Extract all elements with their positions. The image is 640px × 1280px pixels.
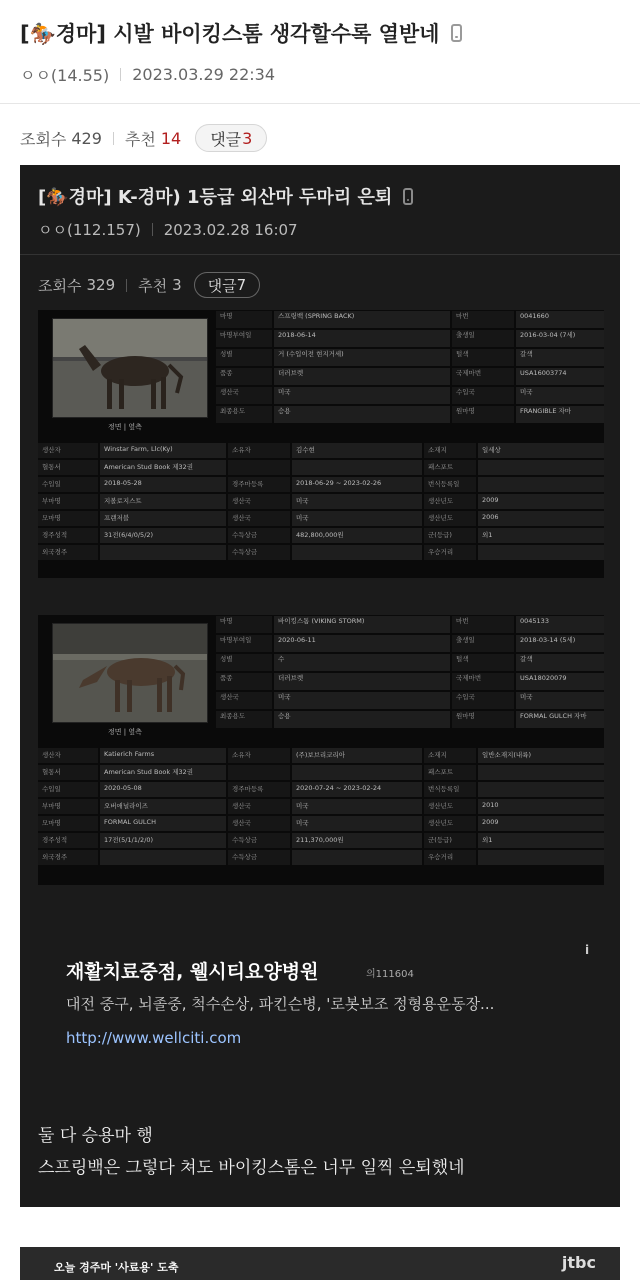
detail-label: 외국경주 xyxy=(38,545,98,560)
comments-label: 댓글 xyxy=(210,129,242,149)
detail-label: 외국경주 xyxy=(38,850,98,865)
post-author[interactable]: ㅇㅇ(14.55) xyxy=(20,66,110,85)
info-label: 생산국 xyxy=(216,692,272,709)
info-row xyxy=(216,367,604,386)
detail-value: 지볼로지스트 xyxy=(100,494,226,509)
detail-label: 소재지 xyxy=(424,748,476,763)
post-body-line: 스프링백은 그렇다 쳐도 바이킹스톰은 너무 일찍 은퇴했네 xyxy=(38,1158,465,1178)
detail-value xyxy=(478,477,604,492)
info-label: 털색 xyxy=(452,349,514,366)
detail-value xyxy=(478,782,604,797)
detail-row xyxy=(38,544,604,561)
detail-row xyxy=(38,747,604,764)
detail-row xyxy=(38,849,604,866)
photo-caption: 정면 | 옆측 xyxy=(108,728,142,736)
detail-label: 생산년도 xyxy=(424,816,476,831)
info-value: 승용 xyxy=(274,711,450,728)
next-embedded-image xyxy=(20,1247,620,1280)
detail-label: 군(등급) xyxy=(424,528,476,543)
detail-value: 김수현 xyxy=(292,443,422,458)
info-label: 털색 xyxy=(452,654,514,671)
likes-label: 추천 xyxy=(124,129,156,149)
post-meta xyxy=(20,63,275,86)
info-row xyxy=(216,710,604,729)
detail-label: 생산자 xyxy=(38,443,98,458)
detail-label xyxy=(228,460,290,475)
info-row xyxy=(216,386,604,405)
detail-row xyxy=(38,476,604,493)
horse-photo xyxy=(52,623,208,723)
info-label: 품종 xyxy=(216,673,272,690)
detail-row xyxy=(38,832,604,849)
inner-views-label: 조회수 xyxy=(38,276,82,295)
info-label: 마명부여일 xyxy=(216,635,272,652)
detail-value: 외1 xyxy=(478,833,604,848)
views-label: 조회수 xyxy=(20,129,67,149)
detail-value: 오버애널라이즈 xyxy=(100,799,226,814)
post-title xyxy=(20,18,462,48)
info-value: 거 (수입이전 현지거세) xyxy=(274,349,450,366)
info-label: 최종용도 xyxy=(216,711,272,728)
detail-label: 경주성적 xyxy=(38,528,98,543)
info-label: 최종용도 xyxy=(216,406,272,423)
info-value: 수 xyxy=(274,654,450,671)
info-label: 국제마번 xyxy=(452,673,514,690)
horse-photo-illustration xyxy=(53,319,208,418)
post-datetime: 2023.03.29 22:34 xyxy=(132,65,276,84)
detail-value: American Stud Book 제32권 xyxy=(100,460,226,475)
comments-count: 3 xyxy=(242,128,253,148)
info-value: 0041660 xyxy=(516,311,604,328)
stats-divider xyxy=(126,279,127,292)
inner-post-title-text: [🏇경마] K-경마) 1등급 외산마 두마리 은퇴 xyxy=(38,187,393,208)
detail-row xyxy=(38,781,604,798)
detail-value: FORMAL GULCH xyxy=(100,816,226,831)
info-value: 갈색 xyxy=(516,349,604,366)
detail-value: (주)보브리코리아 xyxy=(292,748,422,763)
detail-row xyxy=(38,459,604,476)
detail-label: 수득상금 xyxy=(228,528,290,543)
detail-label: 패스포트 xyxy=(424,460,476,475)
info-row xyxy=(216,405,604,424)
info-row xyxy=(216,653,604,672)
inner-post-title xyxy=(38,183,413,209)
meta-divider xyxy=(120,68,121,81)
detail-value xyxy=(100,850,226,865)
detail-value: 일반소재지(내륙) xyxy=(478,748,604,763)
detail-value xyxy=(292,460,422,475)
info-value: 승용 xyxy=(274,406,450,423)
inner-post-stats xyxy=(38,272,260,298)
inner-divider xyxy=(20,254,620,255)
info-value: 2020-06-11 xyxy=(274,635,450,652)
detail-value: 2020-05-08 xyxy=(100,782,226,797)
detail-value: 31전(6/4/0/5/2) xyxy=(100,528,226,543)
detail-label: 생산국 xyxy=(228,494,290,509)
detail-value: 2009 xyxy=(478,816,604,831)
detail-row xyxy=(38,798,604,815)
detail-row xyxy=(38,527,604,544)
mobile-phone-icon xyxy=(451,24,462,42)
post-stats xyxy=(20,123,267,153)
info-row xyxy=(216,348,604,367)
detail-row xyxy=(38,442,604,459)
horse-photo-illustration xyxy=(53,624,208,723)
meta-divider xyxy=(152,223,153,236)
info-label: 마명 xyxy=(216,311,272,328)
detail-value: 일세상 xyxy=(478,443,604,458)
detail-value xyxy=(292,765,422,780)
info-label: 품종 xyxy=(216,368,272,385)
info-label: 마번 xyxy=(452,616,514,633)
info-label: 수입국 xyxy=(452,387,514,404)
detail-value: 프랜저블 xyxy=(100,511,226,526)
detail-label: 생산국 xyxy=(228,816,290,831)
info-row xyxy=(216,672,604,691)
info-value: 바이킹스톰 (VIKING STORM) xyxy=(274,616,450,633)
info-label: 성별 xyxy=(216,654,272,671)
broadcaster-logo: jtbc xyxy=(561,1253,596,1272)
detail-label: 생산국 xyxy=(228,511,290,526)
inner-post-datetime: 2023.02.28 16:07 xyxy=(163,220,298,239)
detail-label: 수입일 xyxy=(38,782,98,797)
stats-divider xyxy=(113,132,114,145)
detail-value xyxy=(100,545,226,560)
detail-label: 수득상금 xyxy=(228,833,290,848)
detail-label: 혈통서 xyxy=(38,460,98,475)
detail-value: 미국 xyxy=(292,799,422,814)
detail-label: 번식등록일 xyxy=(424,782,476,797)
detail-value: 미국 xyxy=(292,511,422,526)
detail-label: 경주마등록 xyxy=(228,477,290,492)
detail-row xyxy=(38,764,604,781)
detail-value xyxy=(478,460,604,475)
inner-comments-label: 댓글 xyxy=(207,276,237,295)
detail-value: 2018-05-28 xyxy=(100,477,226,492)
info-label: 원마명 xyxy=(452,711,514,728)
ad-url-link[interactable]: http://www.wellciti.com xyxy=(66,1029,242,1047)
detail-value xyxy=(292,545,422,560)
info-value: USA16003774 xyxy=(516,368,604,385)
info-value: 미국 xyxy=(516,692,604,709)
info-value: 미국 xyxy=(274,692,450,709)
post-body-line: 둘 다 승용마 행 xyxy=(38,1126,153,1146)
detail-row xyxy=(38,493,604,510)
detail-value: 외1 xyxy=(478,528,604,543)
detail-value: 17전(5/1/1/2/0) xyxy=(100,833,226,848)
ad-banner[interactable] xyxy=(38,935,604,1055)
embedded-screenshot xyxy=(20,165,620,1207)
detail-label: 생산년도 xyxy=(424,511,476,526)
detail-label: 소유자 xyxy=(228,443,290,458)
info-label: 출생일 xyxy=(452,635,514,652)
horse-info-card xyxy=(38,310,604,578)
info-value: 미국 xyxy=(516,387,604,404)
info-value: 2016-03-04 (7세) xyxy=(516,330,604,347)
info-value: FRANGIBLE 자마 xyxy=(516,406,604,423)
horse-info-card xyxy=(38,615,604,885)
detail-label: 생산년도 xyxy=(424,799,476,814)
info-value: 미국 xyxy=(274,387,450,404)
info-value: 더러브렛 xyxy=(274,368,450,385)
info-label: 성별 xyxy=(216,349,272,366)
detail-value xyxy=(478,850,604,865)
info-row xyxy=(216,615,604,634)
detail-value: 2020-07-24 ~ 2023-02-24 xyxy=(292,782,422,797)
info-value: USA18020079 xyxy=(516,673,604,690)
detail-label: 군(등급) xyxy=(424,833,476,848)
detail-value: Winstar Farm, Llc(Ky) xyxy=(100,443,226,458)
info-icon[interactable]: i xyxy=(585,943,590,957)
detail-label xyxy=(228,765,290,780)
detail-label: 혈통서 xyxy=(38,765,98,780)
photo-caption: 정면 | 옆측 xyxy=(108,423,142,431)
detail-label: 부마명 xyxy=(38,494,98,509)
inner-likes-count: 3 xyxy=(172,276,182,294)
detail-value xyxy=(478,765,604,780)
mobile-phone-icon xyxy=(403,188,413,205)
detail-row xyxy=(38,815,604,832)
info-row xyxy=(216,634,604,653)
info-value: 스프링백 (SPRING BACK) xyxy=(274,311,450,328)
inner-comments-pill xyxy=(194,272,261,298)
detail-label: 수득상금 xyxy=(228,850,290,865)
likes-count: 14 xyxy=(160,128,182,148)
post-title-text: [🏇경마] 시발 바이킹스톰 생각할수록 열받네 xyxy=(20,22,440,46)
detail-label: 생산자 xyxy=(38,748,98,763)
info-label: 마번 xyxy=(452,311,514,328)
detail-value xyxy=(292,850,422,865)
detail-label: 패스포트 xyxy=(424,765,476,780)
detail-label: 번식등록일 xyxy=(424,477,476,492)
detail-row xyxy=(38,510,604,527)
ad-description: 대전 중구, 뇌졸중, 척수손상, 파킨슨병, '로봇보조 정형용운동장... xyxy=(66,995,495,1013)
info-row xyxy=(216,691,604,710)
info-label: 생산국 xyxy=(216,387,272,404)
info-value: 2018-06-14 xyxy=(274,330,450,347)
detail-value: 2018-06-29 ~ 2023-02-26 xyxy=(292,477,422,492)
detail-value: 미국 xyxy=(292,494,422,509)
info-label: 국제마번 xyxy=(452,368,514,385)
horse-photo xyxy=(52,318,208,418)
detail-value: 미국 xyxy=(292,816,422,831)
detail-value xyxy=(478,545,604,560)
detail-label: 경주마등록 xyxy=(228,782,290,797)
info-label: 마명부여일 xyxy=(216,330,272,347)
info-label: 출생일 xyxy=(452,330,514,347)
detail-label: 수입일 xyxy=(38,477,98,492)
detail-value: 2010 xyxy=(478,799,604,814)
next-image-caption: 오늘 경주마 '사료용' 도축 xyxy=(54,1261,179,1274)
detail-label: 부마명 xyxy=(38,799,98,814)
post-header xyxy=(0,0,640,104)
detail-label: 우승거리 xyxy=(424,545,476,560)
detail-label: 경주성적 xyxy=(38,833,98,848)
info-label: 원마명 xyxy=(452,406,514,423)
detail-value: American Stud Book 제32권 xyxy=(100,765,226,780)
info-value: 0045133 xyxy=(516,616,604,633)
ad-badge: 의111604 xyxy=(366,969,414,980)
detail-label: 소유자 xyxy=(228,748,290,763)
inner-likes-label: 추천 xyxy=(138,276,168,295)
info-value: 2018-03-14 (5세) xyxy=(516,635,604,652)
info-value: 갈색 xyxy=(516,654,604,671)
info-label: 수입국 xyxy=(452,692,514,709)
inner-post-author: ㅇㅇ(112.157) xyxy=(38,221,141,239)
views-count: 429 xyxy=(71,128,102,148)
detail-value: 2006 xyxy=(478,511,604,526)
detail-label: 생산년도 xyxy=(424,494,476,509)
inner-views-count: 329 xyxy=(86,276,116,294)
detail-label: 수득상금 xyxy=(228,545,290,560)
inner-post-meta xyxy=(38,219,298,240)
detail-label: 모마명 xyxy=(38,511,98,526)
info-label: 마명 xyxy=(216,616,272,633)
detail-label: 소재지 xyxy=(424,443,476,458)
info-row xyxy=(216,310,604,329)
comments-button[interactable] xyxy=(195,124,267,152)
info-row xyxy=(216,329,604,348)
detail-value: 211,370,000원 xyxy=(292,833,422,848)
detail-value: 2009 xyxy=(478,494,604,509)
info-value: 더러브렛 xyxy=(274,673,450,690)
ad-title[interactable]: 재활치료중점, 웰시티요양병원 xyxy=(66,961,319,983)
info-value: FORMAL GULCH 자마 xyxy=(516,711,604,728)
detail-label: 우승거리 xyxy=(424,850,476,865)
detail-label: 생산국 xyxy=(228,799,290,814)
detail-value: 482,800,000원 xyxy=(292,528,422,543)
detail-label: 모마명 xyxy=(38,816,98,831)
inner-comments-count: 7 xyxy=(236,276,247,294)
detail-value: Katierich Farms xyxy=(100,748,226,763)
